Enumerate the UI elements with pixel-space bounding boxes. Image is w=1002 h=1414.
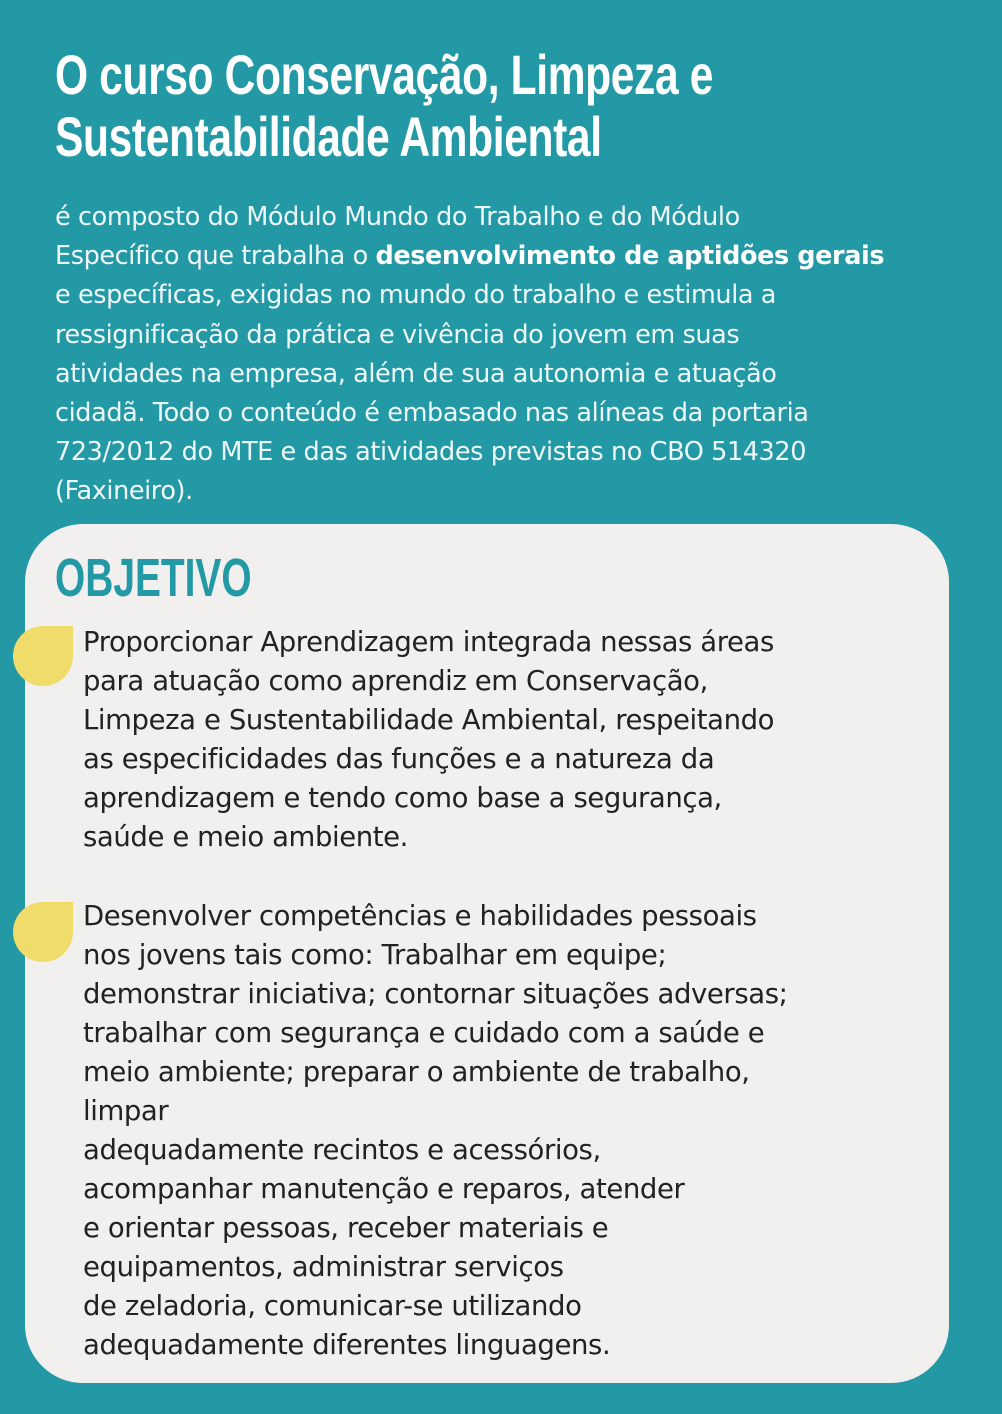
item-line: Limpeza e Sustentabilidade Ambiental, respeitando: [83, 704, 775, 736]
intro-bold-phrase: desenvolvimento de aptidões gerais: [375, 241, 885, 272]
intro-line: cidadã. Todo o conteúdo é embasado nas alíneas da portaria: [55, 398, 809, 429]
intro-line: é composto do Módulo Mundo do Trabalho e do Módulo: [55, 202, 740, 232]
intro-line: 723/2012 do MTE e das atividades previstas no CBO 514320: [55, 437, 807, 468]
item-line: adequadamente diferentes linguagens.: [83, 1329, 611, 1361]
bullet-icon: [13, 902, 73, 962]
intro-line: ressignificação da prática e vivência do jovem em suas: [55, 319, 740, 350]
objective-item-1: [83, 623, 923, 857]
intro-line-with-bold: [55, 237, 955, 276]
objective-heading: OBJETIVO: [55, 548, 252, 608]
intro-line: (Faxineiro).: [55, 476, 193, 507]
item-line: de zeladoria, comunicar-se utilizando: [83, 1290, 582, 1322]
intro-line-start: Específico que trabalha o: [55, 241, 376, 272]
item-line: limpar: [83, 1095, 169, 1127]
item-line: as especificidades das funções e a natureza da: [83, 743, 715, 775]
page-title: [55, 44, 739, 168]
item-line: demonstrar iniciativa; contornar situações adversas;: [83, 978, 788, 1010]
bullet-icon: [13, 626, 73, 686]
item-line: equipamentos, administrar serviços: [83, 1251, 564, 1283]
item-line: trabalhar com segurança e cuidado com a saúde e: [83, 1017, 765, 1049]
intro-line: atividades na empresa, além de sua autonomia e atuação: [55, 358, 777, 389]
item-line: acompanhar manutenção e reparos, atender: [83, 1173, 685, 1205]
item-line: saúde e meio ambiente.: [83, 821, 409, 853]
intro-line: e específicas, exigidas no mundo do trabalho e estimula a: [55, 280, 777, 311]
intro-paragraph: [55, 198, 955, 512]
item-line: meio ambiente; preparar o ambiente de trabalho,: [83, 1056, 750, 1088]
objective-item-2: [83, 897, 923, 1365]
item-line: Proporcionar Aprendizagem integrada nessas áreas: [83, 626, 774, 658]
item-line: Desenvolver competências e habilidades pessoais: [83, 900, 757, 932]
objective-card: [25, 524, 949, 1383]
item-line: nos jovens tais como: Trabalhar em equipe;: [83, 939, 667, 971]
title-line: Sustentabilidade Ambiental: [55, 105, 602, 168]
item-line: aprendizagem e tendo como base a segurança,: [83, 782, 722, 814]
item-line: para atuação como aprendiz em Conservação,: [83, 665, 708, 697]
item-line: e orientar pessoas, receber materiais e: [83, 1212, 609, 1244]
title-line: O curso Conservação, Limpeza e: [55, 43, 713, 106]
item-line: adequadamente recintos e acessórios,: [83, 1134, 601, 1166]
